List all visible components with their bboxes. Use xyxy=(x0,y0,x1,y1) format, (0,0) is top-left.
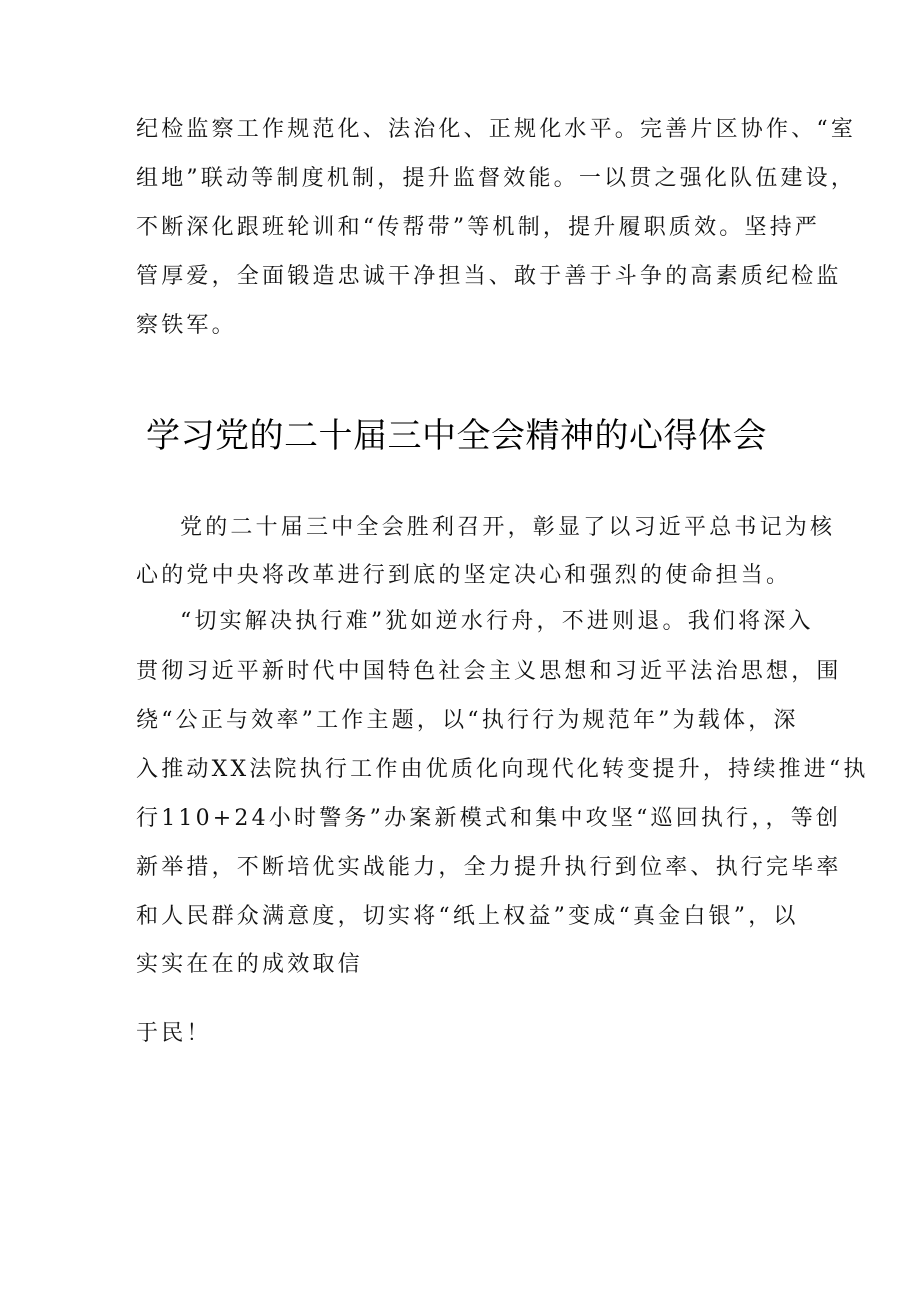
paragraph-line: “切实解决执行难”犹如逆水行舟，不进则退。我们将深入 xyxy=(180,609,814,634)
paragraph-line: 不断深化跟班轮训和“传帮带”等机制，提升履职质效。坚持严 xyxy=(136,215,821,240)
paragraph-line: 入推动XX法院执行工作由优质化向现代化转变提升，持续推进“执 xyxy=(136,757,869,782)
document-title: 学习党的二十届三中全会精神的心得体会 xyxy=(146,416,767,456)
paragraph-line: 管厚爱，全面锻造忠诚干净担当、敢于善于斗争的高素质纪检监 xyxy=(136,264,842,289)
paragraph-line: 贯彻习近平新时代中国特色社会主义思想和习近平法治思想，围 xyxy=(136,659,842,684)
closing-line: 于民！ xyxy=(136,1021,212,1046)
paragraph-line: 和人民群众满意度，切实将“纸上权益”变成“真金白银”，以 xyxy=(136,904,799,929)
paragraph-line: 实实在在的成效取信 xyxy=(136,952,363,977)
paragraph-line: 纪检监察工作规范化、法治化、正规化水平。完善片区协作、“室 xyxy=(136,117,857,142)
paragraph-line: 新举措，不断培优实战能力，全力提升执行到位率、执行完毕率 xyxy=(136,855,842,880)
paragraph-line: 心的党中央将改革进行到底的坚定决心和强烈的使命担当。 xyxy=(136,563,792,588)
paragraph-line: 组地”联动等制度机制，提升监督效能。一以贯之强化队伍建设， xyxy=(136,166,857,191)
paragraph-line: 绕“公正与效率”工作主题，以“执行行为规范年”为载体，深 xyxy=(136,708,799,733)
paragraph-line: 党的二十届三中全会胜利召开，彰显了以习近平总书记为核 xyxy=(180,515,836,540)
paragraph-line: 行110+24小时警务”办案新模式和集中攻坚“巡回执行，，等创 xyxy=(136,806,842,831)
paragraph-line: 察铁军。 xyxy=(136,313,237,338)
